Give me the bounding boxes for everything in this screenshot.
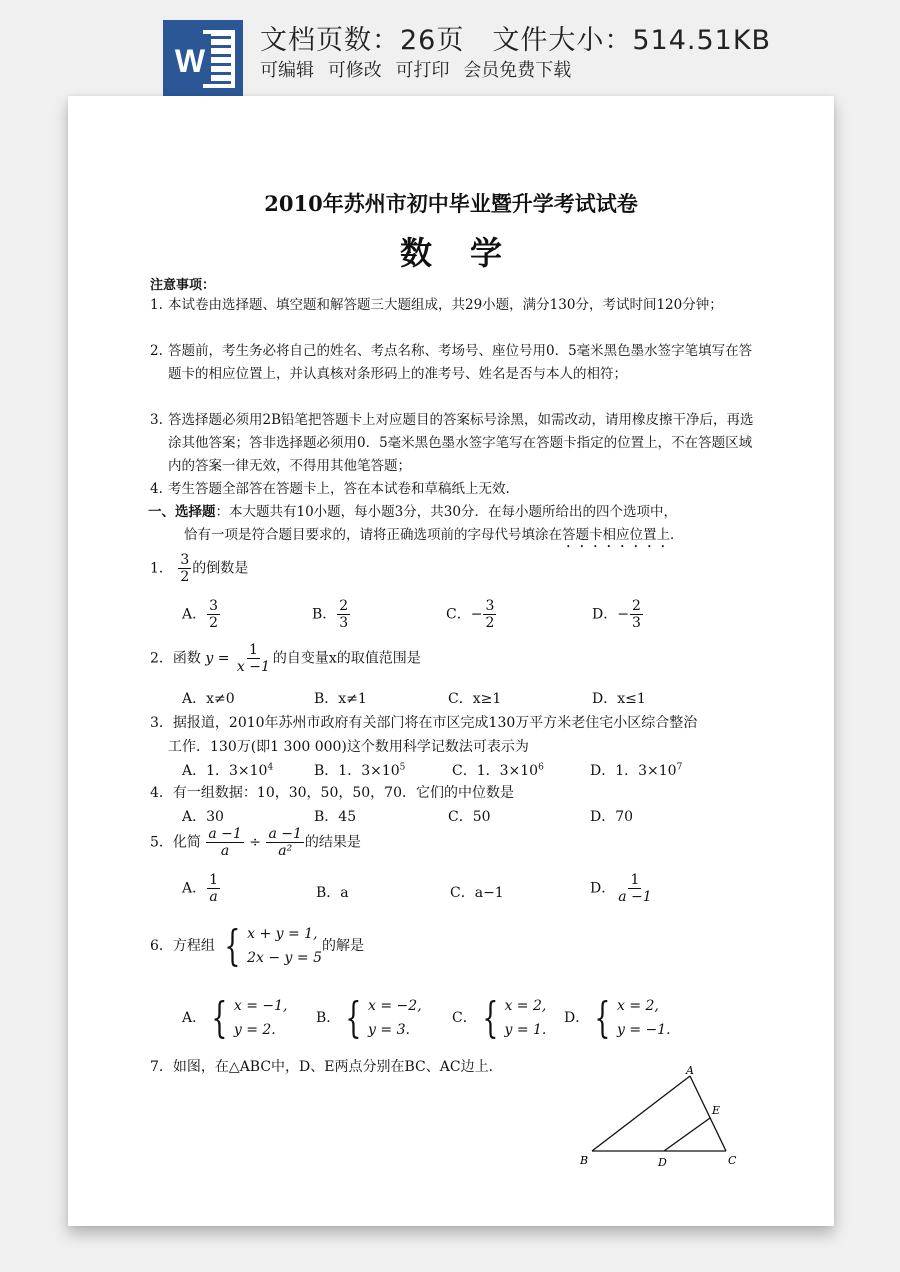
q4-option-b[interactable]: B．45	[314, 809, 357, 825]
fraction: $\frac{3}{2}$	[180, 552, 190, 586]
label-d: D	[658, 1156, 667, 1169]
side-ac	[690, 1076, 726, 1151]
question-6: 6．方程组 { x + y = 1, 2x − y = 5 的解是	[150, 921, 364, 970]
q4-option-d[interactable]: D．70	[590, 809, 634, 825]
notice-item: 2. 答题前，考生务必将自己的姓名、考点名称、考场号、座位号用0．5毫米黑色墨水签字笔填写在答题卡的相应位置上，并认真核对条形码上的准考号、姓名是否与本人的相符；	[150, 343, 753, 382]
q3-option-c[interactable]: C．1．$3\times 10^6$	[452, 762, 544, 779]
q5-option-b[interactable]: B．a	[316, 885, 349, 901]
page-count: 文档页数：26页	[260, 25, 465, 56]
q3-option-b[interactable]: B．1．$3\times 10^5$	[314, 762, 406, 779]
triangle-figure	[572, 1066, 762, 1171]
q1-option-a[interactable]: A． $\frac{3}{2}$	[182, 598, 219, 632]
question-2: 2．函数 y = $\frac{1}{x -1}$ 的自变量x的取值范围是	[150, 642, 421, 676]
exam-paper	[68, 96, 834, 1226]
notice-heading: 注意事项：	[150, 278, 216, 293]
feature-printable: 可打印	[395, 60, 450, 81]
q4-option-a[interactable]: A．30	[182, 809, 224, 825]
q2-option-d[interactable]: D．x≤1	[592, 691, 646, 707]
q1-option-d[interactable]: D．− $\frac{2}{3}$	[592, 598, 641, 632]
banner-features	[260, 56, 579, 82]
q2-option-b[interactable]: B．x≠1	[314, 691, 367, 707]
question-3: 3．据报道，2010年苏州市政府有关部门将在市区完成130万平方米老住宅小区综合整治	[150, 715, 698, 731]
word-document-icon	[163, 20, 243, 98]
file-size: 文件大小：514.51KB	[492, 25, 772, 56]
q6-option-d[interactable]: D． { x = 2, y = −1.	[564, 993, 671, 1042]
side-ab	[592, 1076, 690, 1151]
label-a: A	[686, 1066, 694, 1077]
q6-option-b[interactable]: B． { x = −2, y = 3.	[316, 993, 422, 1042]
q5-option-a[interactable]: A． $\frac{1}{a}$	[182, 872, 219, 906]
emphasized-text: 答题卡相应位置上	[562, 527, 670, 543]
feature-editable: 可编辑	[260, 60, 314, 81]
q5-option-d[interactable]: D． $\frac{1}{a -1}$	[590, 872, 652, 906]
exam-title: 2010年苏州市初中毕业暨升学考试试卷	[264, 191, 638, 216]
q6-option-c[interactable]: C． { x = 2, y = 1.	[452, 993, 547, 1042]
fraction: $\frac{a -1}{a}$	[208, 826, 242, 860]
q1-option-b[interactable]: B． $\frac{2}{3}$	[312, 598, 349, 632]
label-b: B	[580, 1154, 589, 1167]
q2-option-a[interactable]: A．x≠0	[182, 691, 235, 707]
section-heading: 一、选择题：本大题共有10小题，每小题3分，共30分．在每小题所给出的四个选项中，	[148, 504, 677, 520]
feature-modifiable: 可修改	[327, 60, 382, 81]
question-7: 7．如图，在△ABC中，D、E两点分别在BC、AC边上．	[150, 1059, 503, 1075]
feature-free-download: 会员免费下载	[463, 60, 572, 81]
fraction: $\frac{a -1}{\text{a²}}$	[268, 826, 302, 860]
q6-option-a[interactable]: A． { x = −1, y = 2.	[182, 993, 288, 1042]
notice-item: 1. 本试卷由选择题、填空题和解答题三大题组成，共29小题，满分130分，考试时间120分钟；	[150, 297, 723, 313]
question-1: 1． $\frac{3}{2}$ 的倒数是	[150, 552, 249, 586]
svg-text:W: W	[174, 43, 206, 79]
q3-option-d[interactable]: D．1．$3\times 10^7$	[590, 762, 683, 779]
notice-item: 4. 考生答题全部答在答题卡上，答在本试卷和草稿纸上无效.	[150, 481, 510, 497]
download-banner	[0, 0, 900, 100]
exam-subject: 数学	[399, 234, 540, 272]
question-3-cont: 工作．130万(即1 300 000)这个数用科学记数法可表示为	[168, 739, 529, 755]
label-c: C	[728, 1154, 737, 1167]
segment-de	[664, 1118, 710, 1151]
notice-item: 3. 答选择题必须用2B铅笔把答题卡上对应题目的答案标号涂黑，如需改动，请用橡皮擦干净后，再选涂其他答案；答非选择题必须用0．5毫米黑色墨水签字笔写在答题卡指定的位置上，不在答题区域内的答案一律无效，不得用其他笔答题；	[150, 412, 754, 474]
q5-option-c[interactable]: C．a−1	[450, 885, 504, 901]
banner-file-info	[260, 18, 771, 57]
q4-option-c[interactable]: C．50	[448, 809, 491, 825]
label-e: E	[712, 1104, 721, 1117]
equation-system: { x + y = 1, 2x − y = 5	[224, 921, 322, 970]
question-5: 5．化简 $\frac{a -1}{a}$ ÷ $\frac{a -1}{\text{a²}}$ 的结果是	[150, 826, 361, 860]
q1-option-c[interactable]: C．− $\frac{3}{2}$	[446, 598, 495, 632]
q2-option-c[interactable]: C．x≥1	[448, 691, 502, 707]
question-4: 4．有一组数据：10，30，50，50，70．它们的中位数是	[150, 785, 514, 801]
section-instructions: 恰有一项是符合题目要求的，请将正确选项前的字母代号填涂在答题卡相应位置上．	[184, 527, 684, 543]
fraction: $\frac{1}{x -1}$	[236, 642, 270, 676]
q3-option-a[interactable]: A．1．$3\times 10^4$	[182, 762, 274, 779]
